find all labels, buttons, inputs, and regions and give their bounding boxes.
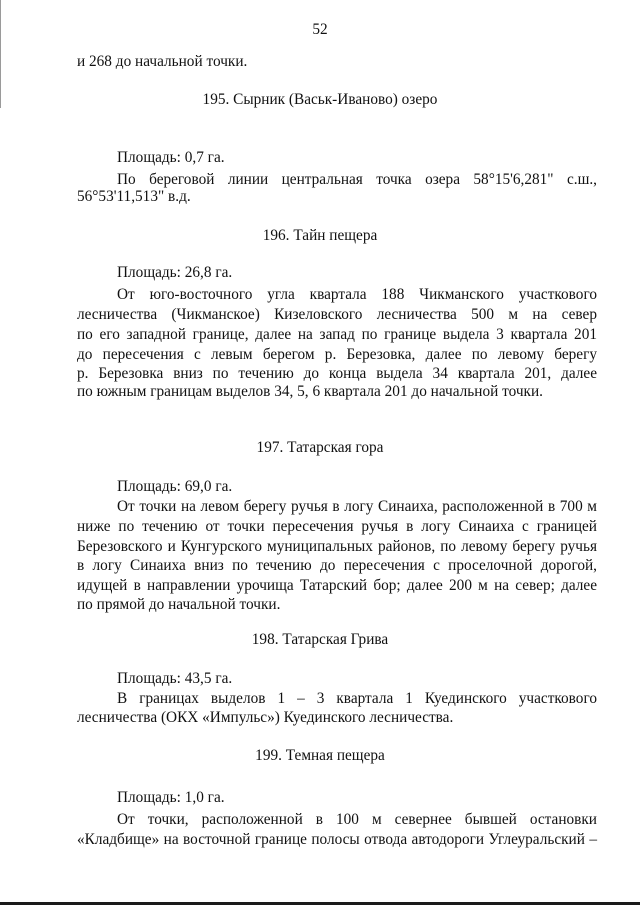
text-line: до пересечения с левым берегом р. Березовка, далее по левому берегу — [77, 346, 597, 363]
text-line: «Кладбище» на восточной границе полосы отвода автодороги Углеуральский – — [77, 831, 597, 848]
section-heading-199: 199. Темная пещера — [255, 747, 385, 764]
area-198: Площадь: 43,5 га. — [117, 670, 233, 687]
text-line: по его западной границе, далее на запад по границе выдела 3 квартала 201 — [77, 326, 597, 343]
text-line: и 268 до начальной точки. — [77, 53, 248, 70]
page-number: 52 — [312, 21, 328, 38]
text-line: ниже по течению от точки пересечения ручья в логу Синаиха с границей — [77, 518, 597, 535]
text-line: лесничества (ОКХ «Импульс») Куединского лесничества. — [77, 709, 454, 726]
text-line: В границах выделов 1 – 3 квартала 1 Куединского участкового — [117, 690, 597, 707]
section-heading-196: 196. Тайн пещера — [262, 227, 378, 244]
text-line: 56°53'11,513" в.д. — [77, 188, 191, 205]
text-line: идущей в направлении урочища Татарский бор; далее 200 м на север; далее — [77, 577, 597, 594]
section-heading-198: 198. Татарская Грива — [251, 631, 389, 648]
text-line: р. Березовка вниз по течению до конца выдела 34 квартала 201, далее — [77, 365, 597, 382]
text-line: От точки, расположенной в 100 м севернее бывшей остановки — [117, 811, 597, 828]
text-line: От точки на левом берегу ручья в логу Синаиха, расположенной в 700 м — [117, 498, 597, 515]
text-line: в логу Синаиха вниз по течению до пересечения с проселочной дорогой, — [77, 557, 597, 574]
text-line: по прямой до начальной точки. — [77, 596, 281, 613]
text-line: Березовского и Кунгурского муниципальных районов, по левому берегу ручья — [77, 538, 597, 555]
area-195: Площадь: 0,7 га. — [117, 149, 225, 166]
text-line: От юго-восточного угла квартала 188 Чикманского участкового — [117, 286, 597, 303]
area-197: Площадь: 69,0 га. — [117, 478, 233, 495]
area-199: Площадь: 1,0 га. — [117, 789, 225, 806]
text-line: По береговой линии центральная точка озера 58°15'6,281" с.ш., — [117, 171, 597, 188]
section-heading-197: 197. Татарская гора — [256, 439, 384, 456]
text-line: по южным границам выделов 34, 5, 6 квартала 201 до начальной точки. — [77, 383, 543, 400]
text-line: лесничества (Чикманское) Кизеловского лесничества 500 м на север — [77, 306, 597, 323]
section-heading-195: 195. Сырник (Васьк-Иваново) озеро — [202, 91, 438, 108]
area-196: Площадь: 26,8 га. — [117, 264, 233, 281]
